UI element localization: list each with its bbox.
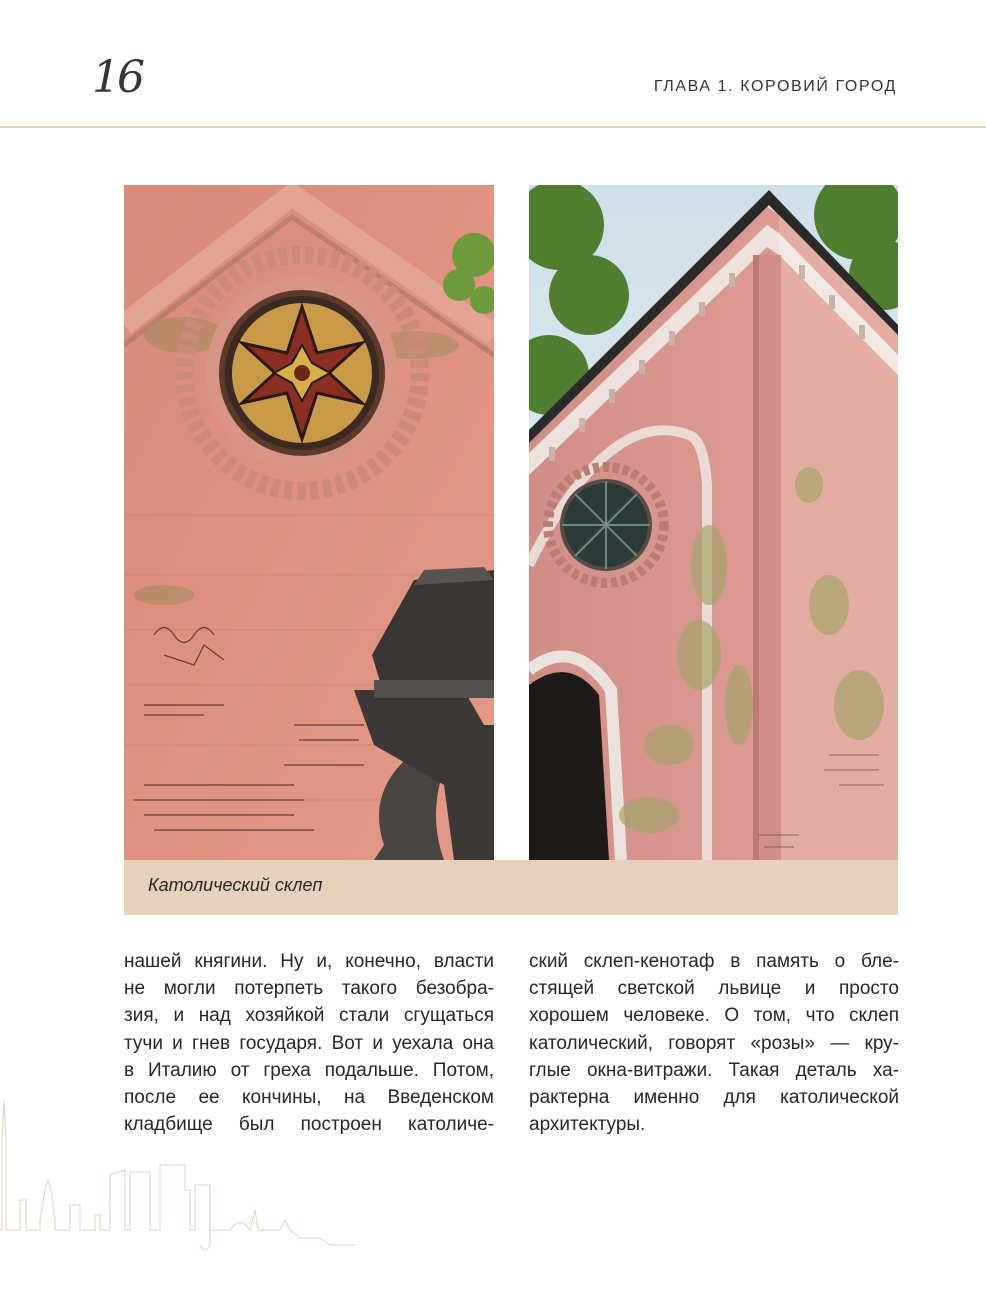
- body-line: архитектуры.: [529, 1114, 646, 1136]
- body-line: не могли потерпеть такого безобра-: [124, 978, 494, 1000]
- figure-caption-band: [124, 860, 898, 915]
- body-line: католический, говорят «розы» — кру-: [529, 1032, 899, 1054]
- body-line: зия, и над хозяйкой стали сгущаться: [124, 1005, 494, 1027]
- body-line: ский склеп-кенотаф в память о бле-: [529, 951, 899, 972]
- skyline-decoration: [0, 1080, 360, 1260]
- body-line: после ее кончины, на Введенском: [124, 1087, 494, 1109]
- header-rule: [0, 126, 986, 128]
- chapter-title: ГЛАВА 1. КОРОВИЙ ГОРОД: [653, 78, 897, 95]
- body-line: тучи и гнев государя. Вот и уехала она: [124, 1032, 494, 1054]
- figure-caption: Католический склеп: [148, 875, 323, 895]
- body-column-right: [529, 948, 899, 1138]
- body-line: хорошем человеке. О том, что склеп: [529, 1005, 899, 1027]
- photo-crypt-rose-window: [124, 185, 494, 860]
- body-line: кладбище был построен католиче-: [124, 1114, 494, 1136]
- page-number: 16: [92, 52, 142, 103]
- body-line: нашей княгини. Ну и, конечно, власти: [124, 951, 494, 972]
- body-line: глые окна-витражи. Такая деталь ха-: [529, 1059, 899, 1081]
- body-line: в Италию от греха подальше. Потом,: [124, 1059, 494, 1081]
- body-line: стящей светской львице и просто: [529, 978, 899, 1000]
- photo-crypt-corner: [529, 185, 898, 860]
- body-line: рактерна именно для католической: [529, 1087, 899, 1109]
